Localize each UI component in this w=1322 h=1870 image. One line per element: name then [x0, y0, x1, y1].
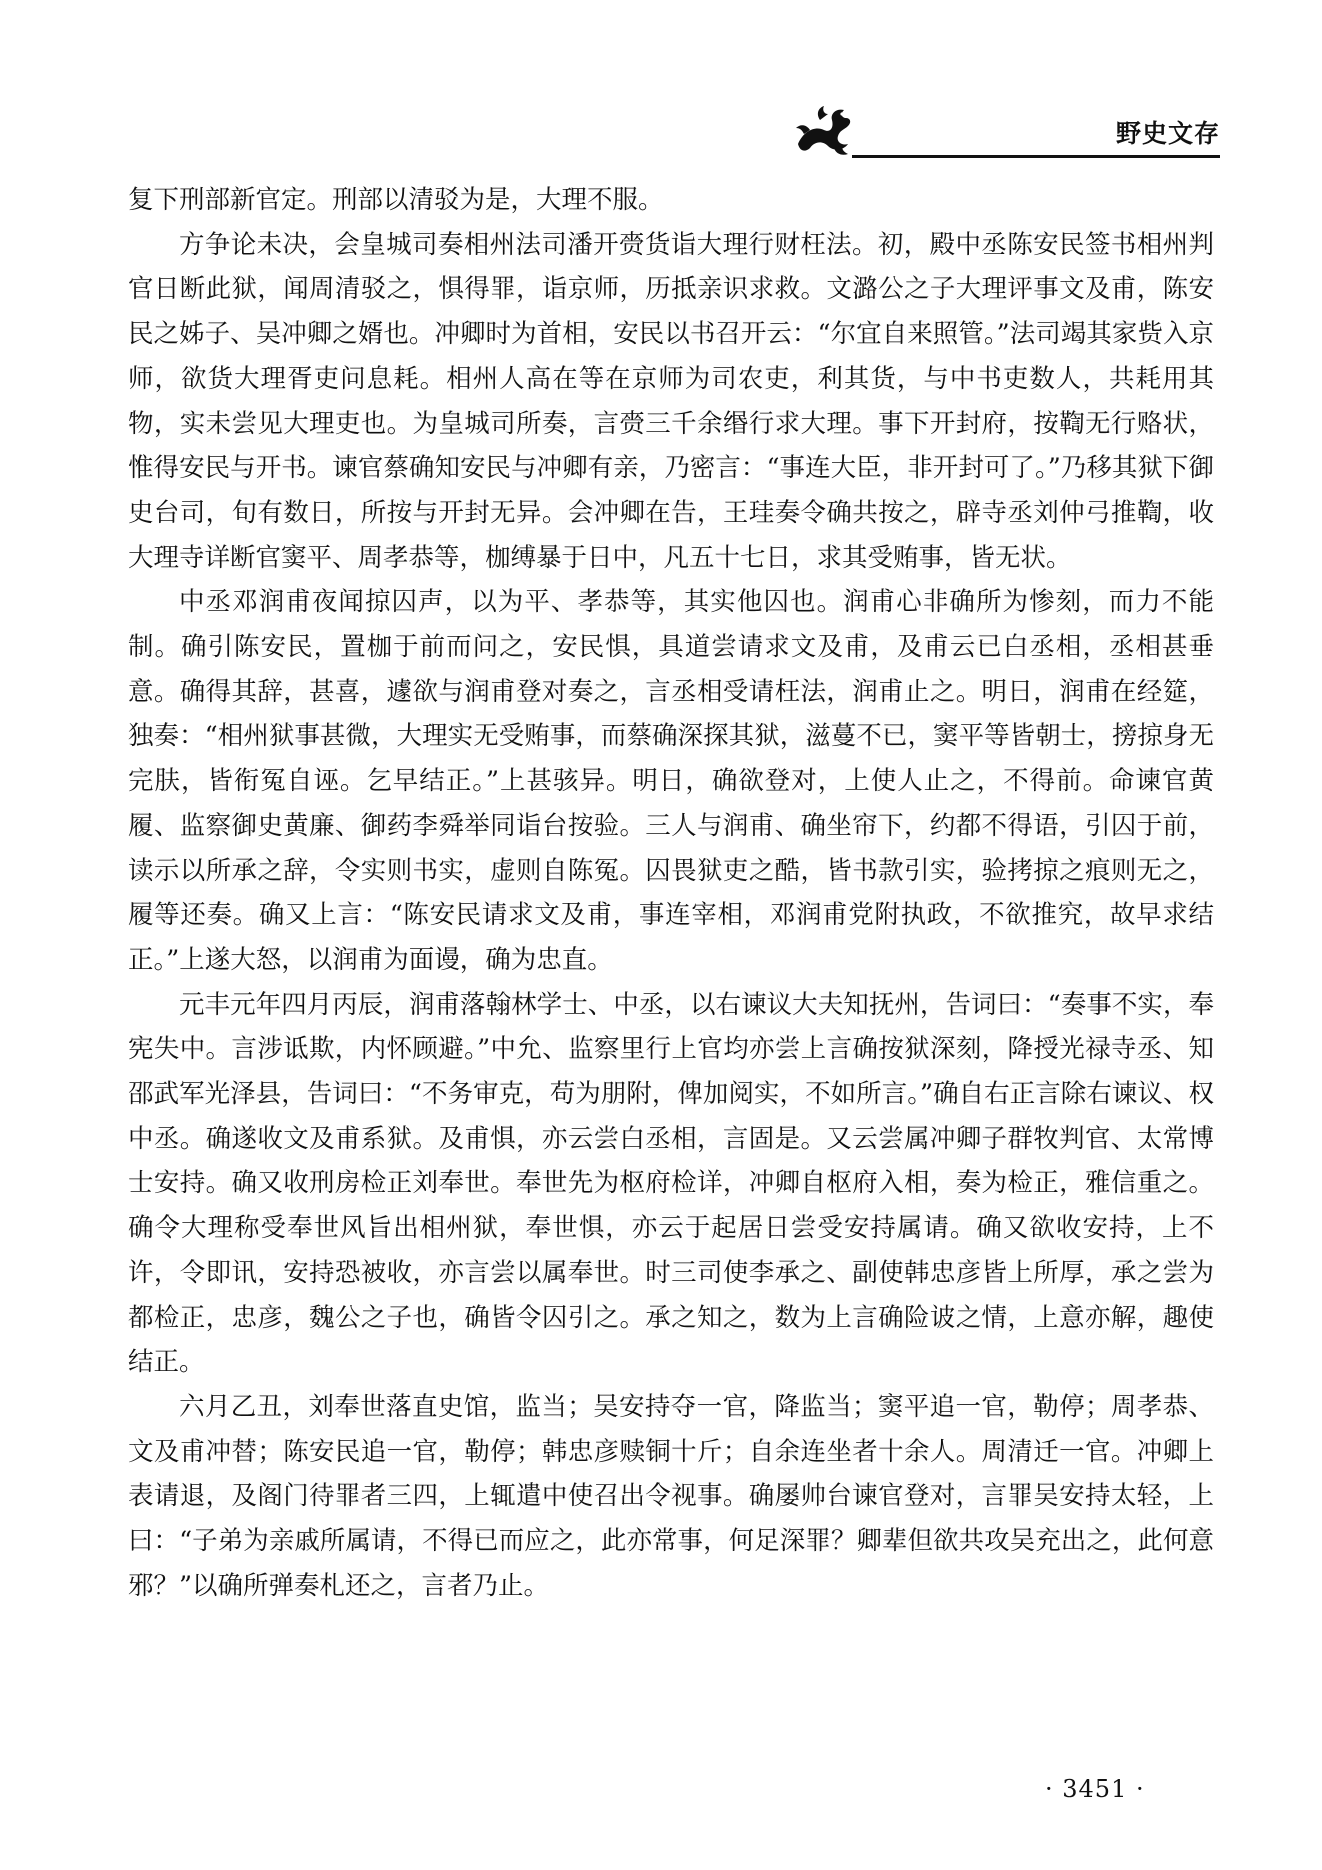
paragraph-5: 六月乙丑，刘奉世落直史馆，监当；吴安持夺一官，降监当；窦平追一官，勒停；周孝恭、文及甫冲替；陈安民追一官，勒停；韩忠彦赎铜十斤；自余连坐者十余人。周清迁一官。冲卿上表请退，及阁门待罪者三四，上辄遣中使召出令视事。确屡帅台谏官登对，言罪吴安持太轻，上曰：“子弟为亲戚所属请，不得已而应之，此亦常事，何足深罪？卿辈但欲共攻吴充出之，此何意邪？”以确所弹奏札还之，言者乃止。 [128, 1391, 1214, 1601]
page-number: · 3451 · [1045, 1775, 1145, 1803]
paragraph-2: 方争论未决，会皇城司奏相州法司潘开赍货诣大理行财枉法。初，殿中丞陈安民签书相州判官日断此狱，闻周清驳之，惧得罪，诣京师，历抵亲识求救。文潞公之子大理评事文及甫，陈安民之姊子、吴冲卿之婿也。冲卿时为首相，安民以书召开云：“尔宜自来照管。”法司竭其家赀入京师，欲货大理胥吏问息耗。相州人高在等在京师为司农吏，利其货，与中书吏数人，共耗用其物，实未尝见大理吏也。为皇城司所奏，言赍三千余缗行求大理。事下开封府，按鞫无行赂状，惟得安民与开书。谏官蔡确知安民与冲卿有亲，乃密言：“事连大臣，非开封可了。”乃移其狱下御史台司，旬有数日，所按与开封无异。会冲卿在告，王珪奏令确共按之，辟寺丞刘仲弓推鞫，收大理寺详断官窦平、周孝恭等，枷缚暴于日中，凡五十七日，求其受贿事，皆无状。 [128, 229, 1214, 573]
header-rule [852, 155, 1220, 158]
dragon-icon [790, 100, 860, 160]
body-text [128, 178, 1214, 1609]
running-header [790, 100, 1220, 160]
paragraph-1: 复下刑部新官定。刑部以清驳为是，大理不服。 [128, 185, 664, 215]
header-title: 野史文存 [1115, 119, 1220, 148]
paragraph-4: 元丰元年四月丙辰，润甫落翰林学士、中丞，以右谏议大夫知抚州，告词曰：“奏事不实，奉宪失中。言涉诋欺，内怀顾避。”中允、监察里行上官均亦尝上言确按狱深刻，降授光禄寺丞、知邵武军光泽县，告词曰：“不务审克，苟为朋附，俾加阅实，不如所言。”确自右正言除右谏议、权中丞。确遂收文及甫系狱。及甫惧，亦云尝白丞相，言固是。又云尝属冲卿子群牧判官、太常博士安持。确又收刑房检正刘奉世。奉世先为枢府检详，冲卿自枢府入相，奏为检正，雅信重之。确令大理称受奉世风旨出相州狱，奉世惧，亦云于起居日尝受安持属请。确又欲收安持，上不许，令即讯，安持恐被收，亦言尝以属奉世。时三司使李承之、副使韩忠彦皆上所厚，承之尝为都检正，忠彦，魏公之子也，确皆令囚引之。承之知之，数为上言确险诐之情，上意亦解，趣使结正。 [128, 989, 1214, 1378]
paragraph-3: 中丞邓润甫夜闻掠囚声，以为平、孝恭等，其实他囚也。润甫心非确所为惨刻，而力不能制。确引陈安民，置枷于前而问之，安民惧，具道尝请求文及甫，及甫云已白丞相，丞相甚垂意。确得其辞，甚喜，遽欲与润甫登对奏之，言丞相受请枉法，润甫止之。明日，润甫在经筵，独奏：“相州狱事甚微，大理实无受贿事，而蔡确深探其狱，滋蔓不已，窦平等皆朝士，搒掠身无完肤，皆衔冤自诬。乞早结正。”上甚骇异。明日，确欲登对，上使人止之，不得前。命谏官黄履、监察御史黄廉、御药李舜举同诣台按验。三人与润甫、确坐帘下，约都不得语，引囚于前，读示以所承之辞，令实则书实，虚则自陈冤。囚畏狱吏之酷，皆书款引实，验拷掠之痕则无之，履等还奏。确又上言：“陈安民请求文及甫，事连宰相，邓润甫党附执政，不欲推究，故早求结正。”上遂大怒，以润甫为面谩，确为忠直。 [128, 587, 1214, 975]
